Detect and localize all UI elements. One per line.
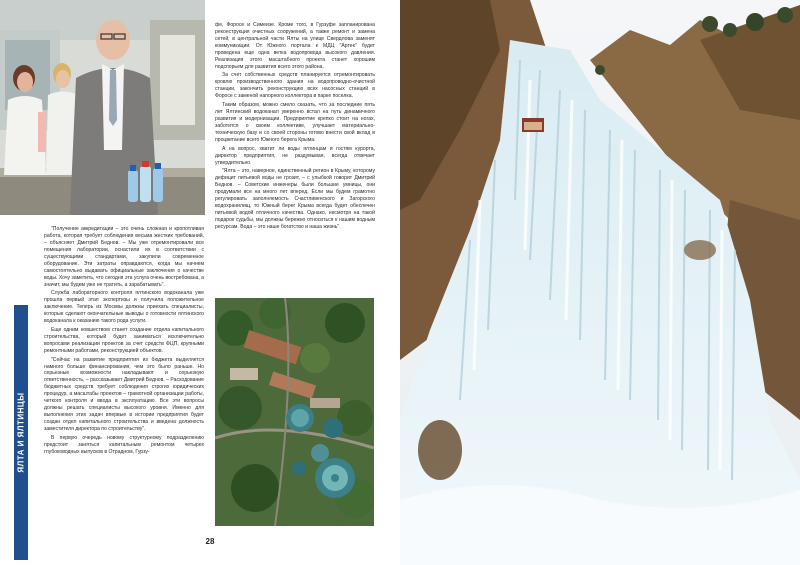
paragraph: Служба лабораторного контроля ялтинского водоканала уже прошла первый этап экспертизы и получила положительное заключение. Теперь из Москвы должны приехать специалисты, которые сделают окончательные выводы о готовности ялтинского водоканала к оказанию такого рода услуги.: [44, 290, 204, 325]
paragraph: "Ялта – это, наверное, единственный регион в Крыму, которому дефицит питьевой воды не грозит, – с улыбкой говорит Дмитрий Беднов. – Советские инженеры были большие умницы, они продумали все на много лет вперед. Если мы будем грамотно регулировать заполняемость Счастливенского и Загорского водохранилищ, то Южный берег Крыма всегда будет обеспечен питьевой водой отличного качества. Однако, несмотря на такой подарок судьбы, мы должны бережно относиться к нашим водным ресурсам. Вода – это наше богатство и наша жизнь".: [215, 168, 375, 230]
paragraph: "Получение аккредитации – это очень сложная и кропотливая работа, которая требует соблюдения весьма жестких требований, – объясняет Дмитрий Беднов. – Мы уже отремонтировали все помещения лаборатории, оснастили их в соответствии с существующими стандартами, закупили современное оборудование. Эти затраты оправдаются, когда мы начнем самостоятельно выдавать официальные заключения о качестве воды. Хочу заметить, что сегодня эта услуга очень востребована, а значит, мы будем уже не тратить, а зарабатывать".: [44, 226, 204, 288]
paragraph: Еще одним новшеством станет создание отдела капитального строительства, который будет заниматься исключительно вопросами реализации проектов за счет средств ФЦП, крупными ремонтными работами, реконструкцией объектов.: [44, 326, 204, 354]
paragraph: фе, Форосе и Симеизе. Кроме того, в Гурзуфе запланирована реконструкция очистных сооружений, а также ремонт и замена сетей, в центральной части Ялты на улице Свердлова заменят коммуникации. От Южного портала к МДЦ "Артек" будет проведена еще одна ветка водопровода высокого давления. Реализация этого масштабного проекта станет хорошим подспорьем для развития всего этого района.: [215, 22, 375, 70]
page-number: 28: [205, 537, 215, 546]
article-column-2: [215, 22, 375, 292]
paragraph: За счет собственных средств планируется отремонтировать кровлю производственного здания на водопроводно-очистной станции, закончить реконструкцию всех насосных станций в Форосе с заменой напорного коллектора в парке поселка.: [215, 72, 375, 100]
article-column-1: [44, 226, 204, 561]
paragraph: А на вопрос, хватит ли воды ялтинцам и гостям курорта, директор предприятия, не раздумывая, всегда отвечает утвердительно.: [215, 145, 375, 166]
aerial-facility-photo: [215, 298, 374, 526]
paragraph: В первую очередь новому структурному подразделению предстоит заняться капитальным ремонтом четырех глубоководных выпусков в Отрадном, Гурзу-: [44, 434, 204, 455]
section-label-text: ЯЛТА И ЯЛТИНЦЫ: [16, 392, 26, 473]
lab-staff-photo: [0, 0, 205, 215]
frozen-waterfall-photo: [400, 0, 800, 565]
paragraph: "Сейчас на развитие предприятия из бюджета выделяется намного больше финансирования, чем это было раньше. Но серьезные возможности накладывают и серьезную ответственность, – рассказывает Дмитрий Беднов. – Расходование бюджетных средств требует соблюдения строгих юридических процедур, а масштабы проектов – грамотной организации работы, четкого контроля и ввода в эксплуатацию. Все эти вопросы должны решать специалисты высокого уровня. Именно для выполнения этих задач впервые в истории предприятия будет создан отдел капитального строительства и введена должность заместителя директора по строительству".: [44, 356, 204, 433]
section-label: [14, 305, 28, 560]
paragraph: Таким образом, можно смело сказать, что за последние пять лет Ялтинский водоканал уверенно встал на путь динамичного развития и модернизации. Предприятие крепко стоит на ногах, заботится о своем коллективе, улучшает материально-техническую базу и со своей стороны готово внести свой вклад в процветание всего Южного берега Крыма.: [215, 102, 375, 143]
